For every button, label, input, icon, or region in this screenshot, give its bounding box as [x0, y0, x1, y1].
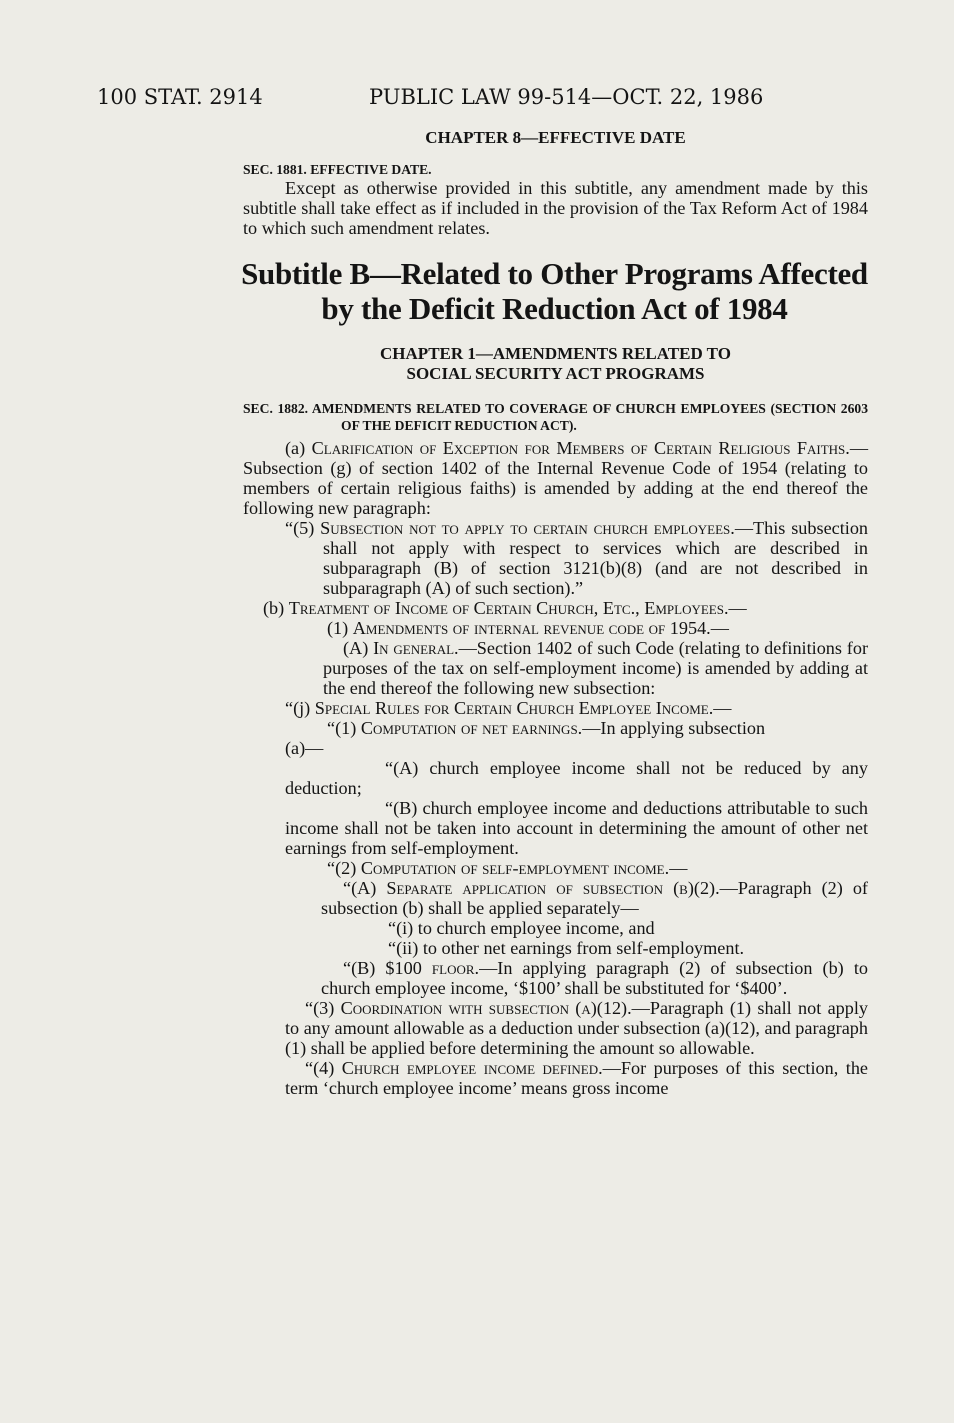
subsection-a-body: —Subsection (g) of section 1402 of the Internal Revenue Code of 1954 (relating to members of certain religious faiths) is amended by adding at the end thereof the following new paragraph: [243, 438, 868, 518]
paragraph-j2 [243, 858, 868, 878]
paragraph-b1 [243, 618, 868, 638]
paragraph-j1-continuation: (a)— [285, 738, 324, 758]
subsection-b [243, 598, 868, 618]
paragraph-5 [243, 518, 868, 598]
paragraph-j4-title: Church employee income defined. [341, 1058, 603, 1078]
paragraph-b1-dash: — [710, 618, 729, 638]
chapter-8-heading: CHAPTER 8—EFFECTIVE DATE [425, 128, 686, 147]
paragraph-b1-label: (1) [327, 618, 353, 638]
page-reference: 100 STAT. 2914 [97, 85, 263, 109]
subsection-j-dash: — [713, 698, 732, 718]
paragraph-j3-title: Coordination with subsection [340, 998, 569, 1018]
subtitle-b-line1: Subtitle B—Related to Other Programs Affected [241, 256, 868, 291]
subparagraph-j2B-title: $100 floor. [385, 958, 480, 978]
subparagraph-b1A-label: (A) [343, 638, 374, 658]
chapter-1-heading [243, 344, 868, 384]
subsection-b-title: Treatment of Income of Certain Church, Etc., Employees. [288, 598, 729, 618]
subparagraph-j2B-label: “(B) [343, 958, 386, 978]
subparagraph-j2A-label: “(A) [343, 878, 387, 898]
paragraph-j3-ref: (a)(12). [569, 998, 632, 1018]
subsection-b-label: (b) [263, 598, 289, 618]
paragraph-5-body: —This subsection shall not apply with respect to services which are described in subparagraph (B) of section 3121(b)(8) (and are not described in subparagraph (A) of such section).” [323, 518, 869, 598]
subsection-a-label: (a) [285, 438, 312, 458]
subparagraph-j2A-ref: (b)(2). [663, 878, 720, 898]
paragraph-j1-title: Computation of net earnings. [360, 718, 583, 738]
subparagraph-j2B [243, 958, 868, 998]
section-1881-heading: SEC. 1881. EFFECTIVE DATE. [243, 162, 432, 177]
paragraph-j2-label: “(2) [327, 858, 361, 878]
paragraph-5-label: “(5) [285, 518, 321, 538]
subsection-b-dash: — [728, 598, 747, 618]
paragraph-j1 [243, 718, 868, 738]
paragraph-j1-body: —In applying subsection [582, 718, 766, 738]
subparagraph-j2B-body: —In applying paragraph (2) of subsection (b) to church employee income, ‘$100’ shall be substituted for ‘$400’. [321, 958, 868, 998]
paragraph-j3-label: “(3) [305, 998, 341, 1018]
subtitle-b-line2: by the Deficit Reduction Act of 1984 [321, 291, 788, 326]
section-1882-heading: SEC. 1882. AMENDMENTS RELATED TO COVERAGE OF CHURCH EMPLOYEES (SECTION 2603 OF THE DEFICIT REDUCTION ACT). [243, 401, 868, 433]
subparagraph-j1B: “(B) church employee income and deductions attributable to such income shall not be taken into account in determining the amount of other net earnings from self-employment. [285, 798, 868, 858]
subparagraph-b1A-body: —Section 1402 of such Code (relating to definitions for purposes of the tax on self-employment income) is amended by adding at the end thereof the following new subsection: [323, 638, 869, 698]
subparagraph-j2A-body: —Paragraph (2) of subsection (b) shall be applied separately— [321, 878, 868, 918]
clause-j2Ai: “(i) to church employee income, and [388, 918, 655, 938]
chapter-1-heading-line2: SOCIAL SECURITY ACT PROGRAMS [406, 364, 705, 383]
subsection-a-title: Clarification of Exception for Members of Certain Religious Faiths. [311, 438, 850, 458]
subparagraph-j1A: “(A) church employee income shall not be reduced by any deduction; [285, 758, 868, 798]
page-body [243, 127, 868, 1098]
subparagraph-b1A-title: In general. [373, 638, 459, 658]
subtitle-b-heading [233, 256, 876, 326]
paragraph-j4-body: —For purposes of this section, the term ‘church employee income’ means gross income [285, 1058, 868, 1098]
section-1881-body: Except as otherwise provided in this subtitle, any amendment made by this subtitle shall take effect as if included in the provision of the Tax Reform Act of 1984 to which such amendment relates. [243, 178, 868, 238]
paragraph-j4 [243, 1058, 868, 1098]
paragraph-j2-title: Computation of self-employment income. [360, 858, 670, 878]
paragraph-j4-label: “(4) [305, 1058, 342, 1078]
clause-j2Aii: “(ii) to other net earnings from self-employment. [388, 938, 745, 958]
law-reference: PUBLIC LAW 99-514—OCT. 22, 1986 [369, 85, 764, 109]
chapter-1-heading-line1: CHAPTER 1—AMENDMENTS RELATED TO [380, 344, 731, 363]
paragraph-j3 [243, 998, 868, 1058]
paragraph-5-title: Subsection not to apply to certain church employees. [320, 518, 735, 538]
subsection-j [243, 698, 868, 718]
subparagraph-j2A [243, 878, 868, 918]
subsection-j-title: Special Rules for Certain Church Employee Income. [314, 698, 714, 718]
subparagraph-j2A-title: Separate application of subsection [386, 878, 664, 898]
subsection-j-label: “(j) [285, 698, 315, 718]
subparagraph-b1A [243, 638, 868, 698]
paragraph-b1-title: Amendments of internal revenue code of 1954. [352, 618, 711, 638]
subsection-a [243, 438, 868, 518]
paragraph-j2-dash: — [669, 858, 688, 878]
paragraph-j3-body: —Paragraph (1) shall not apply to any amount allowable as a deduction under subsection (a)(12), and paragraph (1) shall be applied before determining the amount so allowable. [285, 998, 868, 1058]
paragraph-j1-label: “(1) [327, 718, 361, 738]
